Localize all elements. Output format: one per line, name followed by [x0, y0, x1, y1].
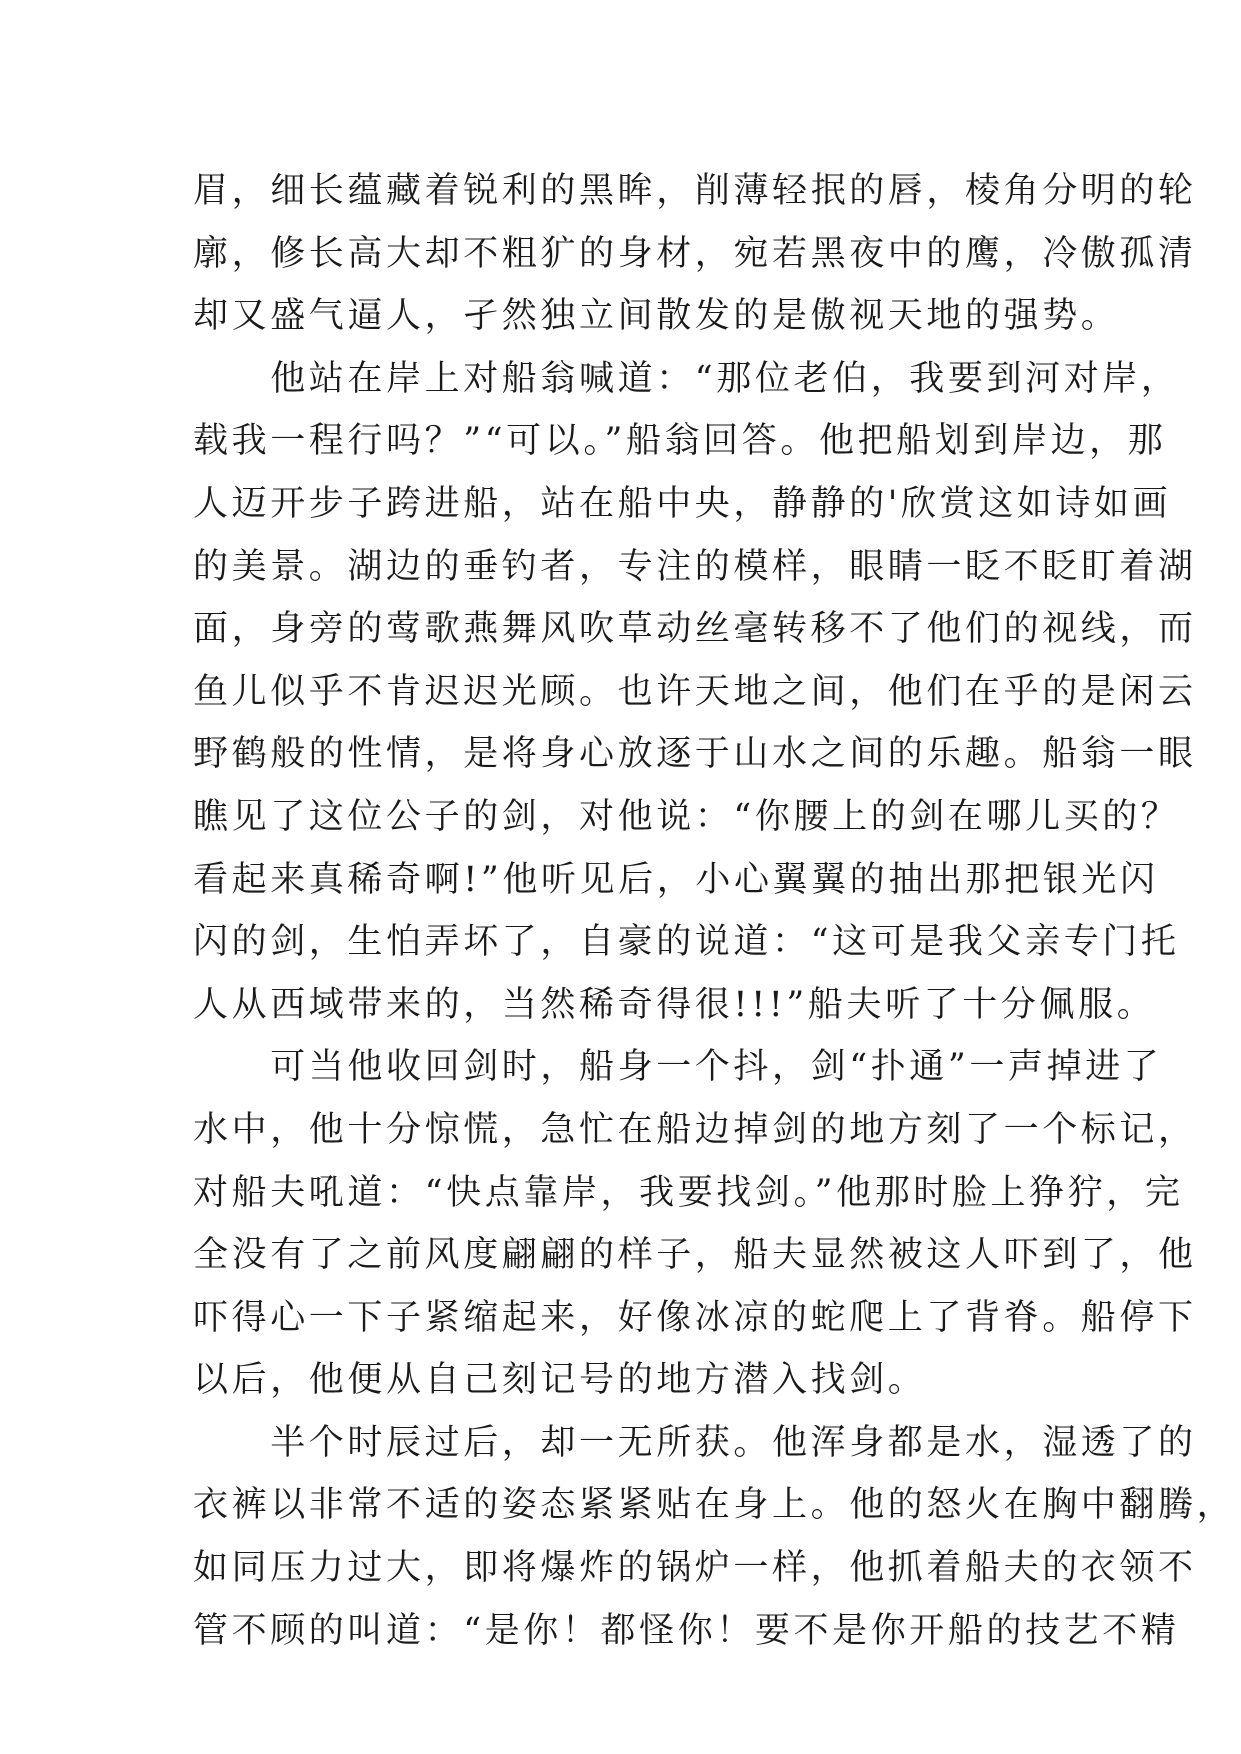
text-line: 以后，他便从自己刻记号的地方潜入找剑。 — [193, 1360, 927, 1401]
text-line: 吓得心一下子紧缩起来，好像冰凉的蛇爬上了背脊。船停下 — [193, 1297, 1197, 1338]
text-line: 半个时辰过后，却一无所获。他浑身都是水，湿透了的 — [193, 1422, 1197, 1463]
text-line: 鱼儿似乎不肯迟迟光顾。也许天地之间，他们在乎的是闲云 — [193, 671, 1197, 712]
text-line: 人从西域带来的，当然稀奇得很!!!”船夫听了十分佩服。 — [193, 984, 1156, 1025]
text-line: 面，身旁的莺歌燕舞风吹草动丝毫转移不了他们的视线，而 — [193, 609, 1197, 650]
text-line: 如同压力过大，即将爆炸的锅炉一样，他抓着船夫的衣领不 — [193, 1548, 1197, 1589]
text-line: 闪的剑，生怕弄坏了，自豪的说道：“这可是我父亲专门托 — [193, 922, 1180, 963]
text-line: 瞧见了这位公子的剑，对他说：“你腰上的剑在哪儿买的？ — [193, 796, 1180, 837]
text-line: 他站在岸上对船翁喊道：“那位老伯，我要到河对岸， — [193, 358, 1180, 399]
text-line: 全没有了之前风度翩翩的样子，船夫显然被这人吓到了，他 — [193, 1235, 1197, 1276]
text-line: 管不顾的叫道：“是你！都怪你！要不是你开船的技艺不精 — [193, 1610, 1180, 1651]
text-line: 人迈开步子跨进船，站在船中央，静静的'欣赏这如诗如画 — [193, 483, 1172, 524]
text-line: 野鹤般的性情，是将身心放逐于山水之间的乐趣。船翁一眼 — [193, 734, 1197, 775]
text-line: 水中，他十分惊慌，急忙在船边掉剑的地方刻了一个标记， — [193, 1109, 1197, 1150]
text-line: 廓，修长高大却不粗犷的身材，宛若黑夜中的鹰，冷傲孤清 — [193, 233, 1197, 274]
text-line: 载我一程行吗？”“可以。”船翁回答。他把船划到岸边，那 — [193, 421, 1167, 462]
text-line: 对船夫吼道：“快点靠岸，我要找剑。”他那时脸上狰狞，完 — [193, 1172, 1184, 1213]
text-line: 衣裤以非常不适的姿态紧紧贴在身上。他的怒火在胸中翻腾， — [193, 1485, 1236, 1526]
text-line: 看起来真稀奇啊!”他听见后，小心翼翼的抽出那把银光闪 — [193, 859, 1159, 900]
text-line: 却又盛气逼人，孑然独立间散发的是傲视天地的强势。 — [193, 296, 1120, 337]
body-text — [193, 160, 1236, 1662]
text-line: 眉，细长蕴藏着锐利的黑眸，削薄轻抿的唇，棱角分明的轮 — [193, 171, 1197, 211]
text-line: 的美景。湖边的垂钓者，专注的模样，眼睛一眨不眨盯着湖 — [193, 546, 1197, 587]
text-line: 可当他收回剑时，船身一个抖，剑“扑通”一声掉进了 — [193, 1047, 1163, 1088]
